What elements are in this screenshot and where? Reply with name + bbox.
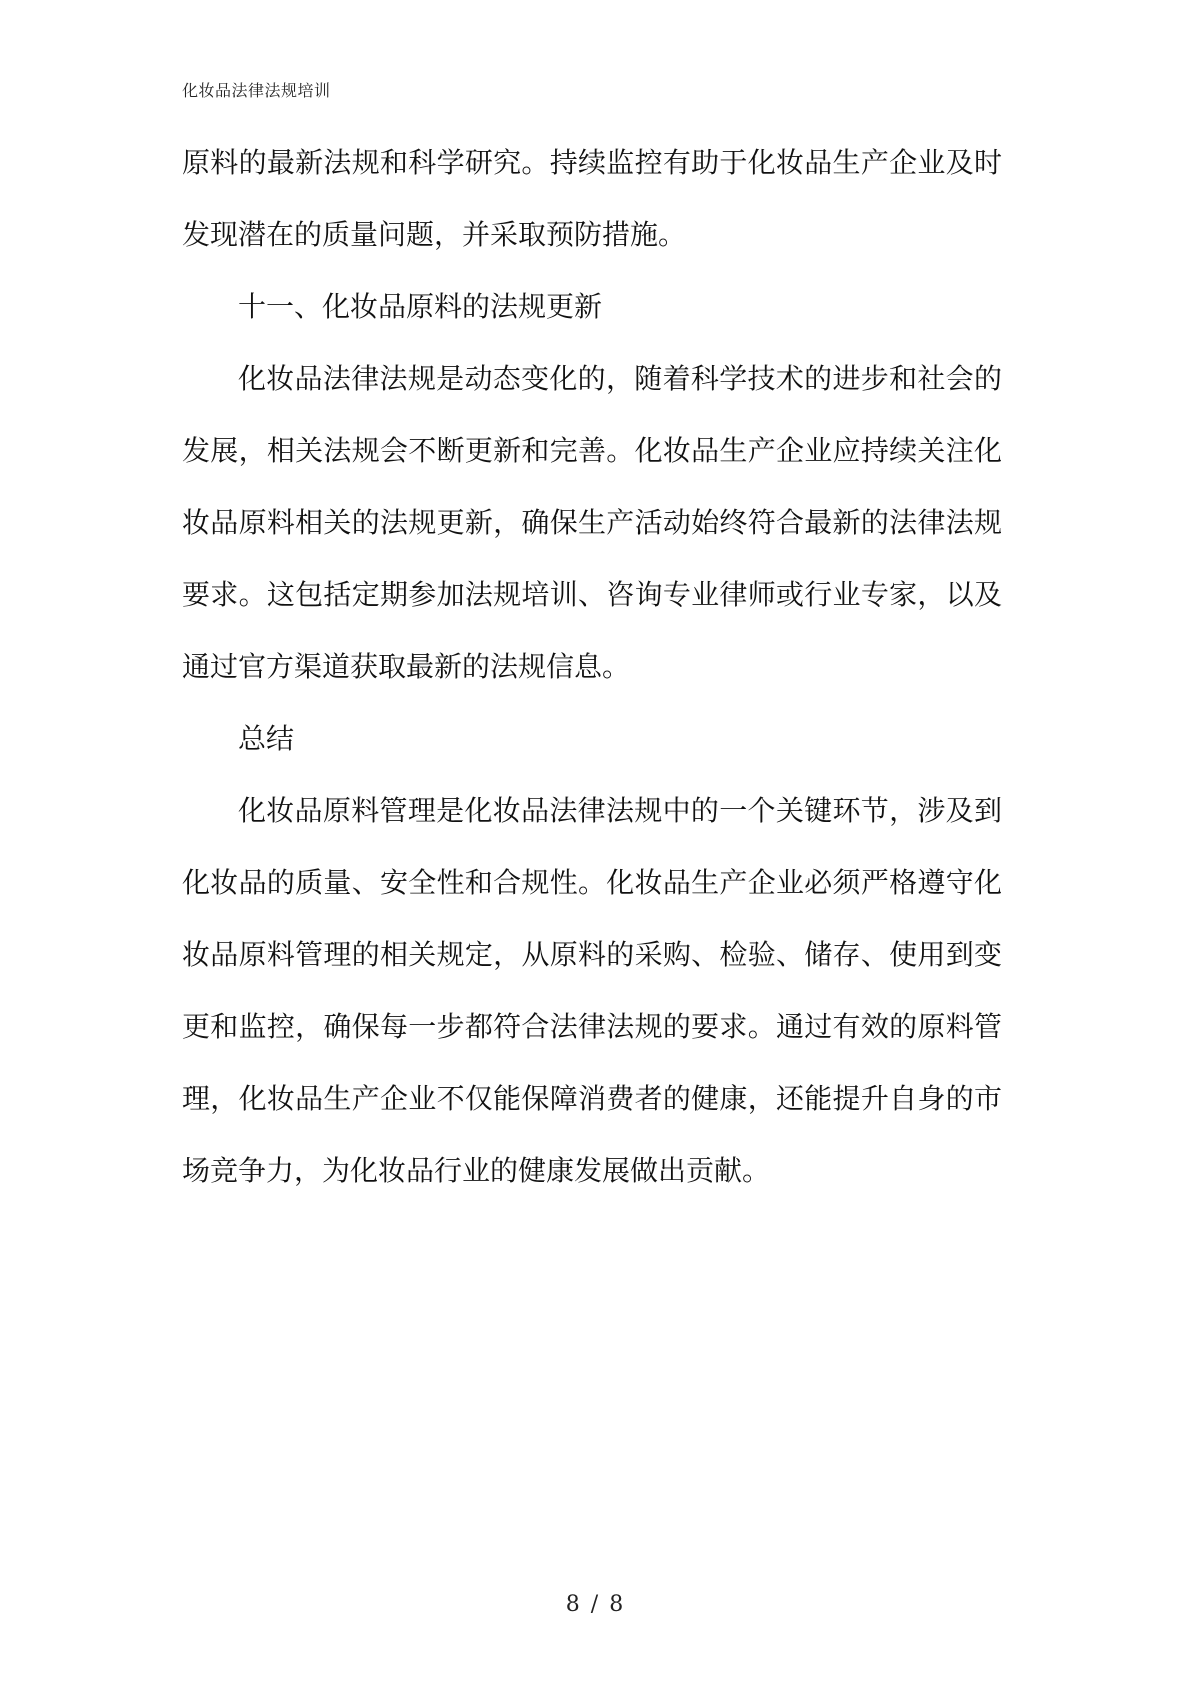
summary-heading: 总结 — [238, 722, 295, 755]
running-header: 化妆品法律法规培训 — [182, 81, 331, 100]
paragraph-summary: 化妆品原料管理是化妆品法律法规中的一个关键环节，涉及到化妆品的质量、安全性和合规性。化妆品生产企业必须严格遵守化妆品原料管理的相关规定，从原料的采购、检验、储存、使用到变更和监控，确保每一步都符合法律法规的要求。通过有效的原料管理，化妆品生产企业不仅能保障消费者的健康，还能提升自身的市场竞争力，为化妆品行业的健康发展做出贡献。 — [182, 794, 1002, 1187]
section-heading: 十一、化妆品原料的法规更新 — [238, 290, 603, 323]
paragraph-continued: 原料的最新法规和科学研究。持续监控有助于化妆品生产企业及时发现潜在的质量问题，并采取预防措施。 — [182, 146, 1002, 251]
document-body — [182, 127, 1002, 1207]
paragraph-regulation-updates: 化妆品法律法规是动态变化的，随着科学技术的进步和社会的发展，相关法规会不断更新和完善。化妆品生产企业应持续关注化妆品原料相关的法规更新，确保生产活动始终符合最新的法律法规要求。这包括定期参加法规培训、咨询专业律师或行业专家，以及通过官方渠道获取最新的法规信息。 — [182, 362, 1002, 683]
page-number: 8 / 8 — [565, 1592, 626, 1617]
